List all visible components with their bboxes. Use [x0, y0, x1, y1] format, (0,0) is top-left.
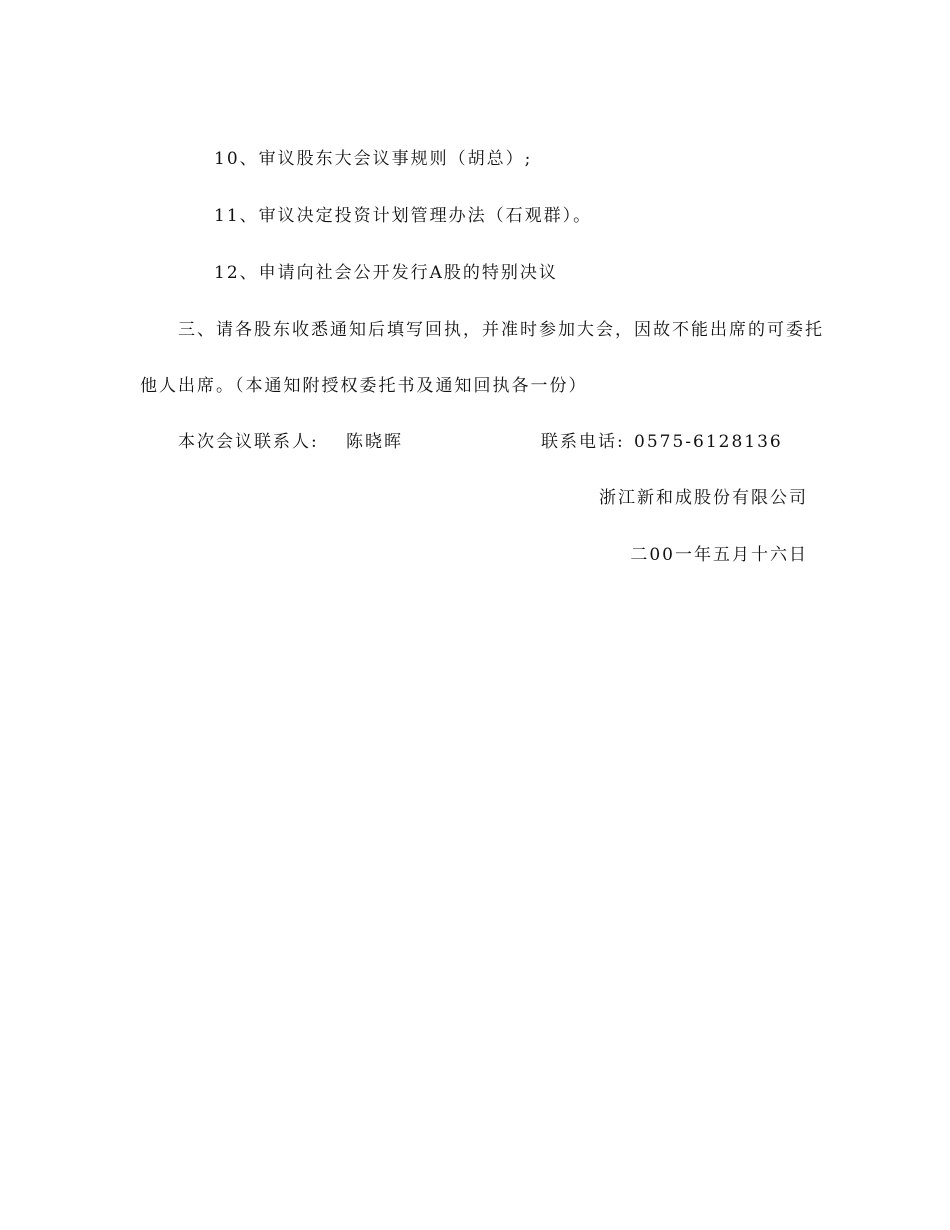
agenda-item-11: 11、审议决定投资计划管理办法（石观群）。 — [214, 206, 593, 226]
agenda-item-10: 10、审议股东大会议事规则（胡总）; — [214, 149, 533, 169]
notice-paragraph-line-1: 三、请各股东收悉通知后填写回执，并准时参加大会，因故不能出席的可委托 — [178, 320, 824, 340]
contact-person-label: 本次会议联系人: — [178, 432, 319, 452]
contact-phone-number: 0575-6128136 — [634, 432, 783, 452]
notice-paragraph-line-2: 他人出席。（本通知附授权委托书及通知回执各一份） — [140, 376, 588, 396]
contact-phone-label: 联系电话: — [541, 432, 625, 452]
company-signature: 浙江新和成股份有限公司 — [599, 488, 808, 508]
contact-person-name: 陈晓晖 — [346, 432, 403, 452]
document-date: 二00一年五月十六日 — [630, 545, 808, 565]
agenda-item-12: 12、申请向社会公开发行A股的特别决议 — [214, 263, 558, 283]
